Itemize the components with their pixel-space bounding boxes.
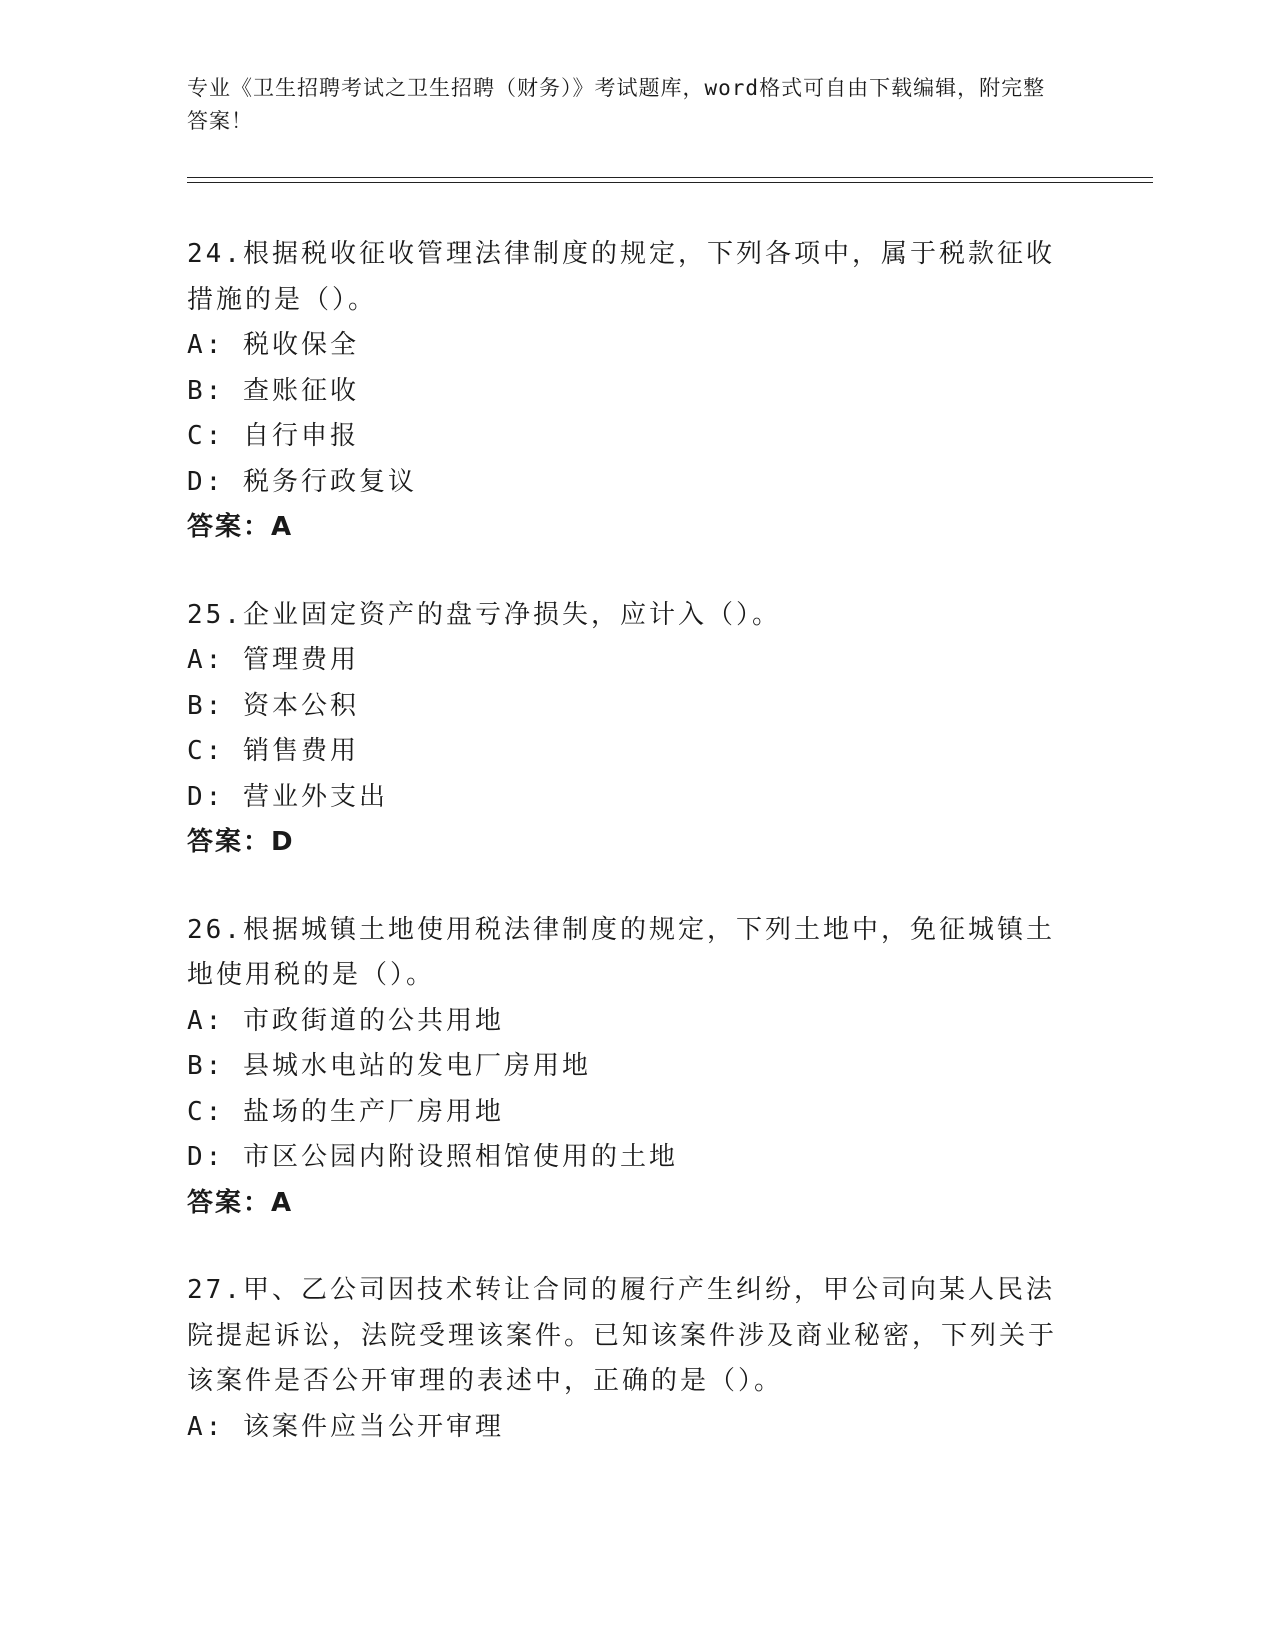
option-d: D: 营业外支出 <box>187 781 388 812</box>
header-divider-bottom <box>187 182 1153 183</box>
question-26 <box>187 908 1087 1227</box>
question-answer: 答案：D <box>187 827 295 857</box>
header-divider-top <box>187 177 1153 178</box>
question-list <box>187 232 1087 1492</box>
document-header: 专业《卫生招聘考试之卫生招聘（财务）》考试题库，word格式可自由下载编辑，附完整答案！ <box>187 76 1046 133</box>
option-c: C: 盐场的生产厂房用地 <box>187 1096 504 1127</box>
option-a: A: 该案件应当公开审理 <box>187 1411 504 1442</box>
option-a: A: 市政街道的公共用地 <box>187 1005 504 1036</box>
option-c: C: 自行申报 <box>187 421 359 451</box>
question-24 <box>187 232 1087 551</box>
question-answer: 答案：A <box>187 512 294 542</box>
question-25 <box>187 593 1087 866</box>
question-stem: 27.甲、乙公司因技术转让合同的履行产生纠纷，甲公司向某人民法院提起诉讼，法院受理该案件。已知该案件涉及商业秘密，下列关于该案件是否公开审理的表述中，正确的是（）。 <box>187 1275 1058 1396</box>
option-a: A: 管理费用 <box>187 645 359 675</box>
option-a: A: 税收保全 <box>187 330 359 360</box>
question-answer: 答案：A <box>187 1187 294 1218</box>
question-stem: 26.根据城镇土地使用税法律制度的规定，下列土地中，免征城镇土地使用税的是（）。 <box>187 914 1055 990</box>
option-b: B: 县城水电站的发电厂房用地 <box>187 1051 591 1081</box>
option-b: B: 查账征收 <box>187 375 359 406</box>
option-b: B: 资本公积 <box>187 690 359 721</box>
question-stem: 25.企业固定资产的盘亏净损失，应计入（）。 <box>187 599 781 630</box>
option-d: D: 市区公园内附设照相馆使用的土地 <box>187 1142 678 1172</box>
question-27 <box>187 1268 1087 1450</box>
option-d: D: 税务行政复议 <box>187 466 417 497</box>
question-stem: 24.根据税收征收管理法律制度的规定，下列各项中，属于税款征收措施的是（）。 <box>187 239 1055 315</box>
option-c: C: 销售费用 <box>187 736 359 766</box>
